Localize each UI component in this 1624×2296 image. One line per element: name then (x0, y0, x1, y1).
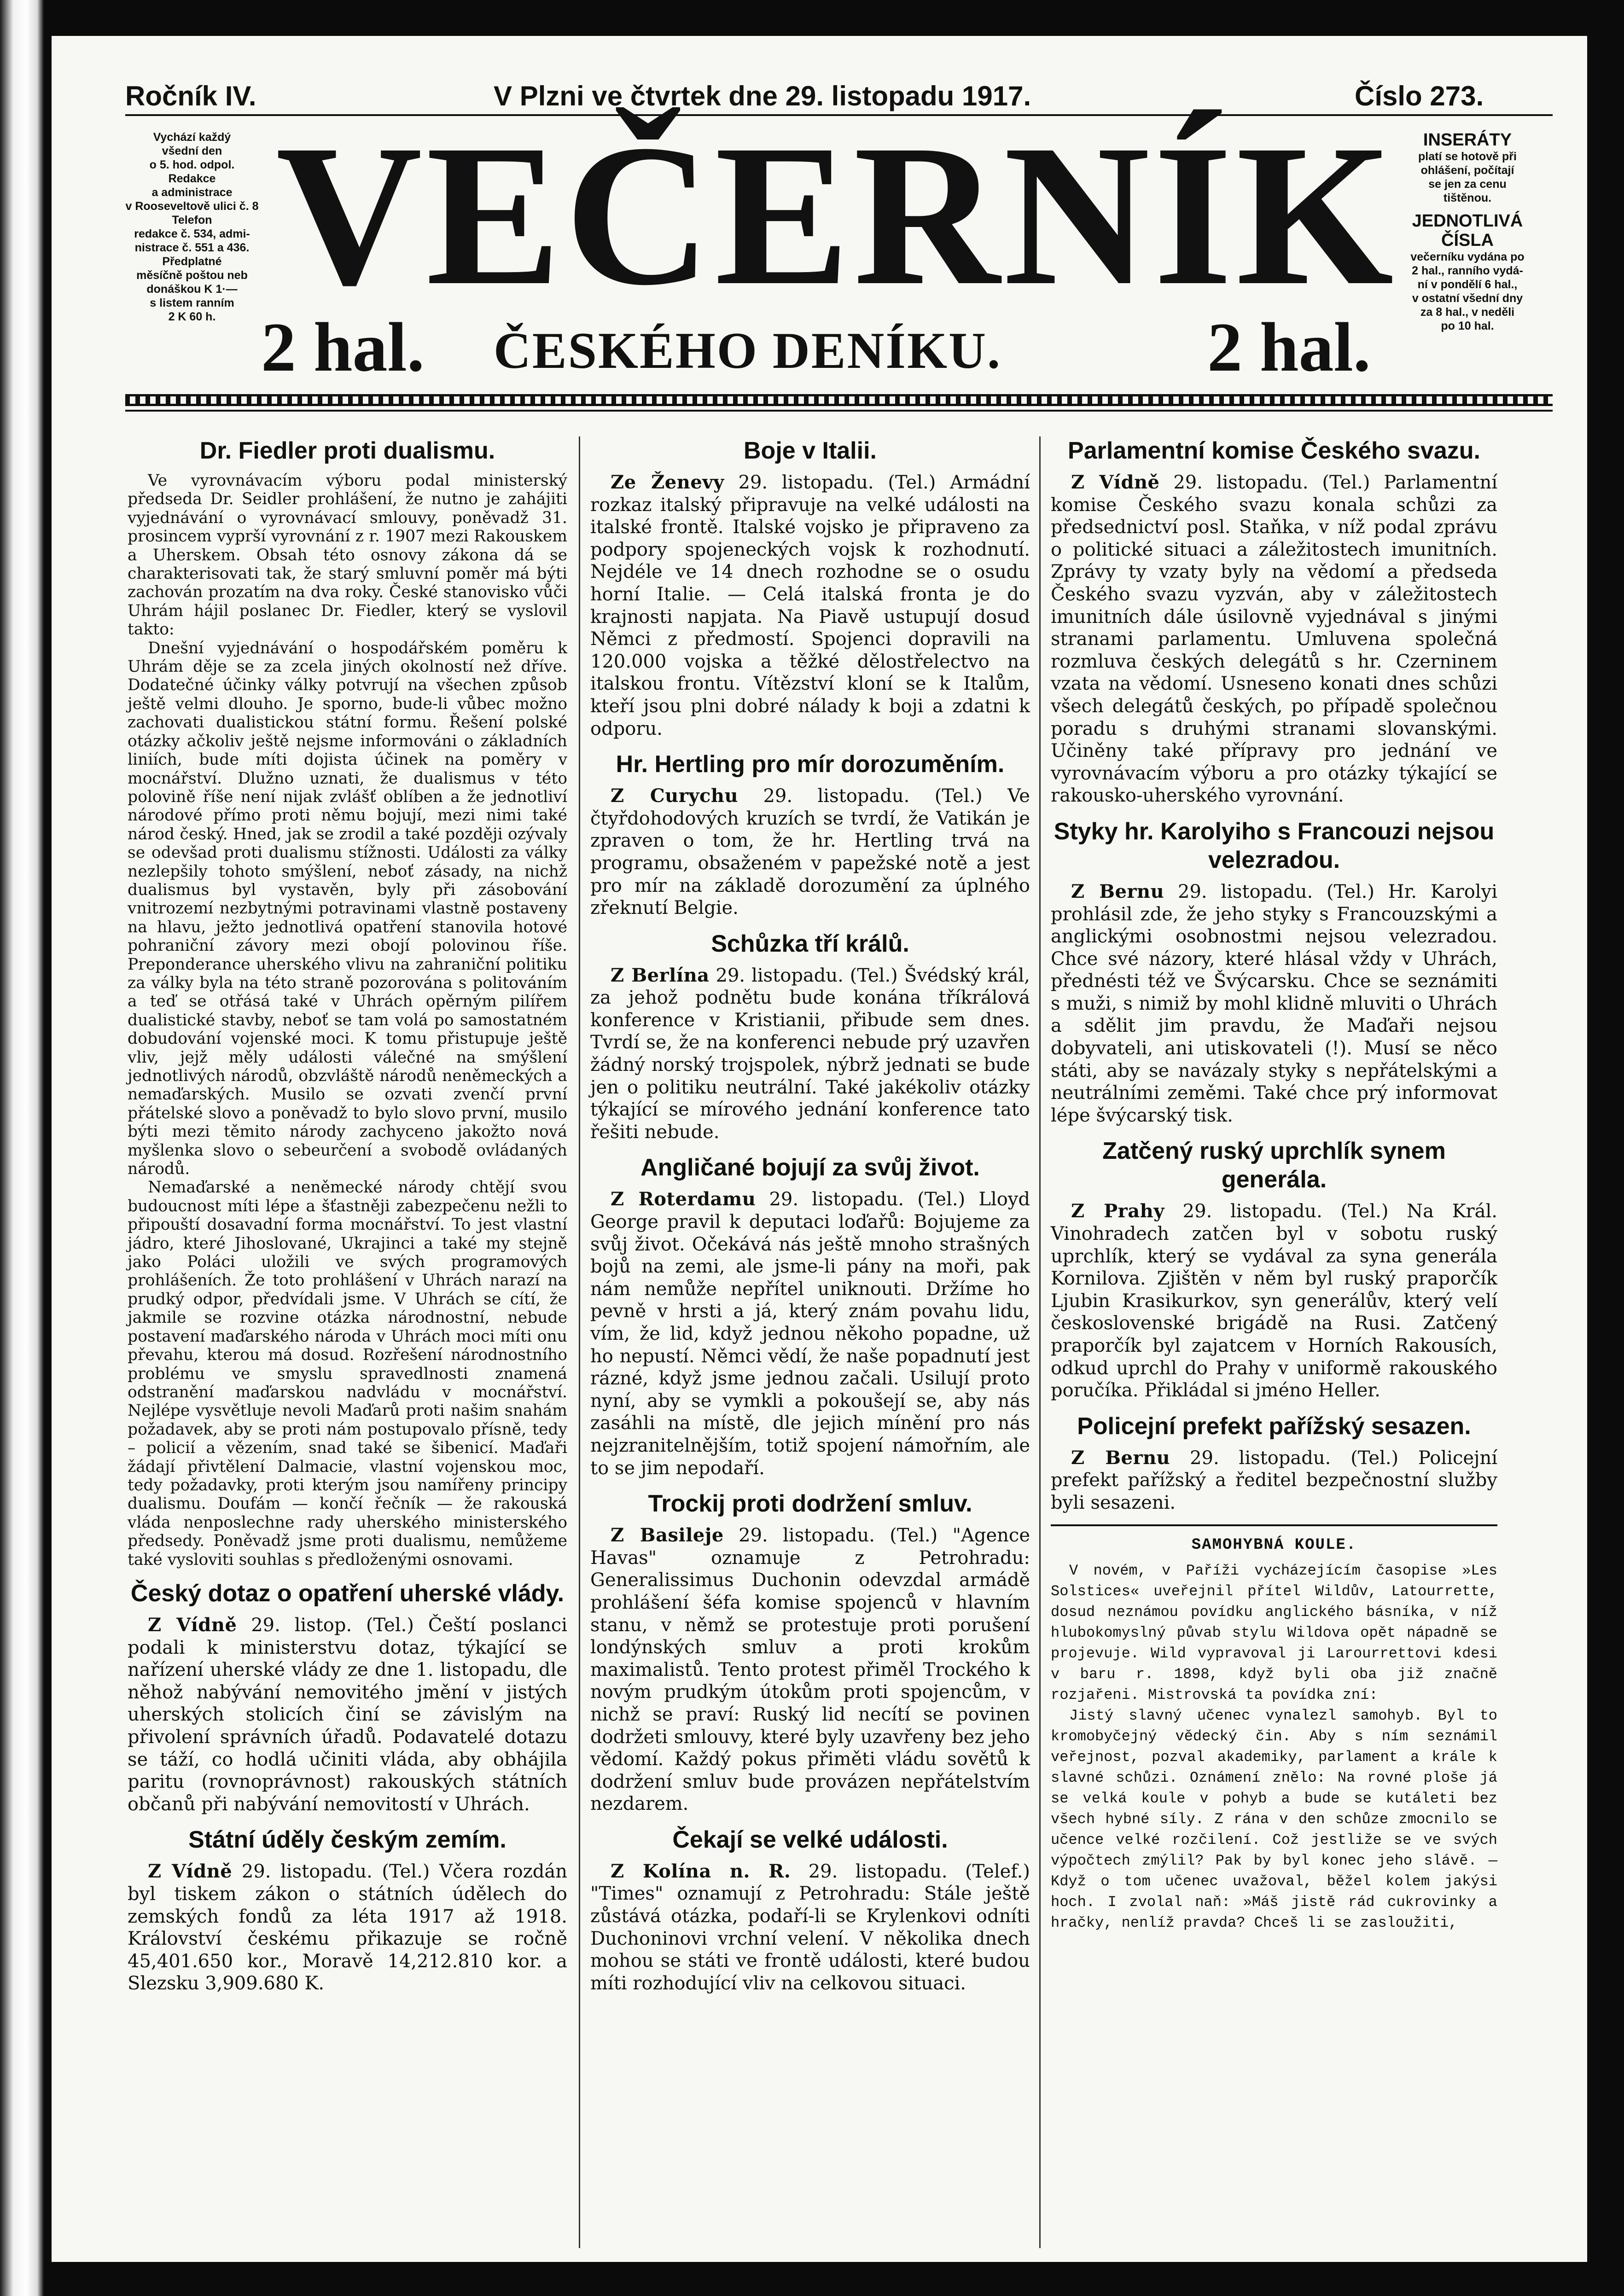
section-rule (1051, 1524, 1497, 1526)
headline: Boje v Italii. (744, 437, 877, 464)
article-italie (590, 436, 1030, 740)
dateline-place: Z Roterdamu (611, 1188, 756, 1210)
spacer (1373, 205, 1562, 211)
info-line: donáškou K 1·— (146, 283, 238, 296)
info-line: v ostatní všední dny (1412, 292, 1523, 305)
article-text (1051, 1447, 1497, 1514)
headline: Schůzka tří králů. (711, 930, 909, 957)
info-line: se jen za cenu (1428, 178, 1507, 191)
masthead-title: VEČERNÍK (276, 103, 1397, 327)
info-line: 2 K 60 h. (168, 310, 216, 323)
feuilleton-title: SAMOHYBNÁ KOULE. (1191, 1536, 1357, 1554)
article-anglicane (590, 1153, 1030, 1479)
article-text: Dnešní vyjednávání o hospodářském poměru k Uhrám děje se za zcela jiných okolností než dříve. Dodatečné účinky války potvrují na všechen způsob ještě velmi dlouho. Je sporno, bude-li vůbec možno zachovati dualistickou státní formu. Řešení polské otázky ačkoliv ještě nejsme informováni o základních liniích, bude míti dojista účinek na poměry v mocnářství. Dlužno uznati, že dualismus v této polovině říše není nijak zvlášť oblíben a že jednotliví národové přímo proti němu bojují, mezi nimi také národ český. Hned, jak se zrodil a také později ozývaly se odevšad proti dualismu stížnosti. Události za války nezlepšily tohoto smýšlení, neboť zásady, na nichž dualismus byl vystavěn, byly při zásobování vnitrozemí nezbytnými potravinami vlastně postaveny na hlavu, ježto jednotlivá opatření stanovila hotové pohraniční závory mezi obojí polovinou říše. Preponderance uherského vlivu na zahraniční politiku za války byla na této straně pozorována s politováním a teď se otřásá také v Uhrách opěrným pilířem dualistické stavby, neboť se tam volá po samostatném dobudování vojenské moci. K tomu přistupuje ještě vliv, jejž měly události válečné na smýšlení jednotlivých národů, obzvláště národů neněmeckých a nemaďarských. Musilo se ozvati zvenčí první přátelské slovo a poněvadž to bylo slovo první, musilo býti mezi těmito národy zachyceno jakožto nová myšlenka slovo o sebeurčení a svobodě ovládaných národů. (128, 639, 567, 1179)
masthead-subtitle: ČESKÉHO DENÍKU. (494, 322, 1001, 379)
dateline-place: Z Curychu (611, 785, 739, 807)
publication-info (121, 130, 263, 324)
article-body: 29. listopadu. (Tel.) "Agence Havas" oznamuje z Petrohradu: Generalissimus Duchonin odevzdal armádě prohlášení šéfa komise spojenců v hlavním stanu, v němž se protestuje proti porušení londýnských smluv a proti krokům maximalistů. Tento protest přiměl Trockého k novým prudkým útokům proti spojencům, v nichž se praví: Ruský lid necítí se povinen dodržeti smlouvy, které byly uzavřeny bez jeho vědomí. Každý pokus přiměti vládu sovětů k dodržení smluv bude provázen nepřátelstvím nezdarem. (590, 1525, 1030, 1815)
info-line: tištěnou. (1443, 192, 1492, 204)
info-line: o 5. hod. odpol. (149, 158, 235, 171)
article-text (590, 1524, 1030, 1815)
info-line: nistrace č. 551 a 436. (134, 241, 250, 254)
dateline-place: Z Bernu (1071, 1447, 1170, 1469)
column-1 (128, 436, 567, 2244)
article-udely (128, 1825, 567, 1995)
article-dotaz (128, 1579, 567, 1815)
article-body: 29. listopadu. (Tel.) Parlamentní komise Českého svazu konala schůzi za předsednictví posl. Staňka, v níž podal zprávu o politické situaci a záležitostech imunitních. Zprávy ty vzaty byly na vědomí a předseda Českého svazu vyzván, aby v záležitostech imunitních dále úsilovně vyjednával s jinými stranami parlamentu. Umluvena společná rozmluva českých delegátů s hr. Czerninem vzata na vědomí. Usneseno konati dnes schůzi všech delegátů českých, po případě společnou poradu s druhými stranami slovanskými. Učiněny také přípravy pro jednání ve vyrovnávacím výboru a pro otázky týkající se rakousko-uherského vyrovnání. (1051, 472, 1497, 807)
article-fiedler (128, 436, 567, 1569)
headline: Dr. Fiedler proti dualismu. (199, 437, 495, 464)
advertising-info (1373, 130, 1562, 333)
article-prefekt (1051, 1412, 1497, 1514)
cisla-heading: ČÍSLA (1441, 231, 1494, 250)
article-text (590, 785, 1030, 919)
info-line: platí se hotově při (1418, 150, 1517, 163)
inseraty-heading: INSERÁTY (1423, 130, 1512, 150)
headline: Čekají se velké události. (672, 1826, 948, 1853)
article-hertling (590, 750, 1030, 919)
article-body: 29. listopadu. (Tel.) Švédský král, za jehož podnětu bude konána tříkrálová konference v Kristianii, přibude sem dnes. Tvrdí se, že na konferenci nebude prý uzavřen žádný norský trojspolek, nýbrž jednati se bude jen o politiku neutrální. Také jakékoliv otázky týkající se mírového jednání konference tato řešiti nebude. (590, 965, 1030, 1143)
dateline-place: Z Berlína (611, 964, 710, 986)
feuilleton-text: Jistý slavný učenec vynalezl samohyb. Byl to kromobyčejný vědecký čin. Aby s ním seznámil veřejnost, pozval akademiky, parlament a krále k slavné schůzi. Oznámení znělo: Na rovné ploše já se velká koule v pohyb a bude se kutáleti bez všech hybné síly. Z rána v den schůze zmocnilo se učence velké rozčilení. Což jestliže se ve svých výpočtech zmýlil? Pak by byl konec jeho slávě. — Když o tom učenec uvažoval, běžel kolem jakýsi hoch. I zvolal naň: »Máš jistě rád cukrovinky a hračky, nenlíž pravda? Chceš li se zasloužiti, (1051, 1707, 1497, 1931)
article-karolyi (1051, 817, 1497, 1127)
feuilleton-text: V novém, v Paříži vycházejícím časopise »Les Solstices« uveřejnil přítel Wildův, Latourrette, dosud neznámou povídku anglického básníka, v níž hlubokomyslný půvab stylu Wildova opět nápadně se projevuje. Wild vypravoval ji Larourrettovi kdesi v baru r. 1898, když byli oba již značně rozjařeni. Mistrovská ta povídka zní: (1051, 1562, 1497, 1703)
dateline-place: Z Vídně (148, 1860, 233, 1883)
column-separator (1039, 436, 1041, 2248)
info-line: Telefon (172, 214, 212, 227)
article-body: 29. listopadu. (Tel.) Ve čtyřdohodových kruzích se tvrdí, že Vatikán je zpraven o tom, že hr. Hertling trvá na programu, obsaženém v papežské notě a jest pro mír na základě dorozumění za úplného zřeknutí Belgie. (590, 785, 1030, 919)
newspaper-page (52, 36, 1587, 2262)
info-line: v Rooseveltově ulici č. 8 (125, 200, 259, 213)
info-line: za 8 hal., v neděli (1420, 306, 1515, 319)
article-text (590, 471, 1030, 740)
article-body: 29. listopadu. (Tel.) Včera rozdán byl tiskem zákon o státních údělech do zemských fondů za léta 1917 až 1918. Království českému přikazuje se ročně 45,401.650 kor., Moravě 14,212.810 kor. a Slezsku 3,909.680 K. (128, 1861, 567, 1994)
headline: Český dotaz o opatření uherské vlády. (130, 1580, 565, 1607)
price-right: 2 hal. (1207, 308, 1371, 386)
article-text (590, 1188, 1030, 1479)
feuilleton-samohybna-koule (1051, 1536, 1497, 1933)
article-body: 29. listopadu. (Tel.) Na Král. Vinohradech zatčen byl v sobotu ruský uprchlík, který se vydával za syna generála Kornilova. Zjištěn v něm byl ruský praporčík Ljubin Krasikurkov, syn generálův, který velí československé brigádě na Rusi. Zatčený praporčík byl zajatcem v Horních Rakousích, odkud uprchl do Prahy v uniformě rakouského poručíka. Přikládal si jméno Heller. (1051, 1201, 1497, 1401)
article-text (590, 965, 1030, 1144)
info-line: Redakce (168, 172, 216, 185)
info-line: s listem ranním (150, 296, 234, 309)
column-separator (579, 436, 580, 2248)
issue-number: Číslo 273. (1355, 81, 1484, 111)
dateline-place: Z Kolína n. R. (611, 1860, 791, 1882)
article-trockij (590, 1489, 1030, 1815)
article-body: 29. listopadu. (Tel.) Lloyd George pravil k deputaci loďařů: Bojujeme za svůj život. Očekává nás ještě mnoho strašných bojů na zemi, ale jsme-li pány na moři, pak nám nemůže nepřítel uniknouti. Držíme ho pevně v hrsti a já, který znám povahu lidu, vím, že lid, když jednou někoho popadne, už ho nepustí. Němci vědí, že naše popadnutí jest rázné, když jsme jednou začali. Usilují proto nyní, aby se vymkli a pokoušejí se, aby nás zasáhli na místě, dle jejich mínění pro nás nejzranitelnějším, totiž spojení námořním, ale to se jim nepodaří. (590, 1189, 1030, 1479)
info-line: Předplatné (162, 255, 222, 268)
dateline: V Plzni ve čtvrtek dne 29. listopadu 1917. (494, 81, 1031, 111)
article-text: Nemaďarské a neněmecké národy chtějí svou budoucnost míti lépe a šťastněji zabezpečenu nežli to připouští dosavadní forma mocnářství. To jest vlastní jádro, které Jihoslované, Ukrajinci a také my stejně jako Poláci uložili ve svých programových prohlášeních. Že toto prohlášení v Uhrách narazí na prudký odpor, předvídali jsme. V Uhrách se cítí, že jakmile se rozvine otázka národnostní, nebude postavení maďarského národa v Uhrách moci míti onu převahu, kterou má dosud. Rozřešení národnostního problému ve smyslu spravedlnosti znamená odstranění maďarskou nadvládu v mocnářství. Nejlépe vysvětluje nevoli Maďarů proti našim snahám požadavek, aby se proti nám postupovalo přísně, tedy – policií a vězením, snad také se šibenicí. Maďaři žádají přivtělení Dalmacie, vlastní vojenskou moc, tedy požadavky, proti kterým jsou namířeny principy dualismu. Doufám — končí řečník — že rakouská vláda nenposlechne rady uherského ministerského předsedy. Poněvadž jsme proti dualismu, nemůžeme také vysloviti souhlas s předloženými osnovami. (128, 1178, 567, 1569)
article-uprchlik (1051, 1137, 1497, 1401)
headline: Parlamentní komise Českého svazu. (1068, 437, 1480, 464)
headline: Zatčený ruský uprchlík synem generála. (1102, 1138, 1446, 1193)
article-text (1051, 471, 1497, 807)
header-bottom-rule (125, 410, 1553, 412)
column-3 (1051, 436, 1497, 2244)
info-line: měsíčně poštou neb (136, 269, 248, 282)
column-2 (590, 436, 1030, 2244)
article-text: Ve vyrovnávacím výboru podal ministerský předseda Dr. Seidler prohlášení, že nutno je zahájiti vyjednávání o vyrovnávací smlouvy, poněvadž 31. prosincem vyprší vyrovnání z r. 1907 mezi Rakouskem a Uherskem. Obsah této osnovy zákona dá se charakterisovati tak, že starý smluvní poměr má býti zachován prozatím na dva roky. České stanovisko vůči Uhrám hájil poslanec Dr. Fiedler, který se vyslovil takto: (128, 471, 567, 639)
headline: Angličané bojují za svůj život. (640, 1154, 980, 1181)
headline: Policejní prefekt pařížský sesazen. (1077, 1412, 1471, 1440)
article-komise (1051, 436, 1497, 807)
article-text (1051, 1200, 1497, 1401)
article-text (128, 1614, 567, 1815)
dateline-place: Z Vídně (1071, 471, 1160, 493)
article-body: 29. listopadu. (Tel.) Policejní prefekt pařížský a ředitel bezpečnostní služby byli sesazeni. (1051, 1447, 1497, 1513)
article-text (128, 1860, 567, 1995)
page-edge-shadow (0, 0, 44, 2296)
volume-label: Ročník IV. (125, 81, 256, 111)
dateline-place: Z Prahy (1071, 1200, 1164, 1222)
article-kralu (590, 930, 1030, 1144)
article-body: 29. listop. (Tel.) Čeští poslanci podali k ministerstvu dotaz, týkající se nařízení uherské vlády ze dne 1. listopadu, dle něhož nabývání nemovitého jmění v jistých uherských stolicích činí se závislým na přivolení správních úřadů. Podavatelé dotazu se táží, co hodlá učiniti vláda, aby obhájila paritu (rovnoprávnost) rakouských státních občanů při nabývání nemovitostí v Uhrách. (128, 1614, 568, 1815)
info-line: ohlášení, počítají (1420, 164, 1514, 177)
article-body: 29. listopadu. (Telef.) "Times" oznamují z Petrohradu: Stále ještě zůstává otázka, podaří-li se Krylenkovi odníti Duchoninovi vrchní velení. V několika dnech mohou se státi ve frontě události, které budou míti rozhodující vliv na celkovou situaci. (590, 1860, 1030, 1994)
info-line: po 10 hal. (1441, 320, 1494, 332)
dateline-place: Z Basileje (611, 1524, 724, 1546)
article-text (590, 1860, 1030, 1995)
article-udalosti (590, 1825, 1030, 1995)
info-line: ní v pondělí 6 hal., (1417, 278, 1518, 291)
info-line: všední den (162, 145, 222, 157)
headline: Státní úděly českým zemím. (188, 1826, 506, 1854)
dateline-place: Ze Ženevy (611, 471, 724, 493)
article-body: 29. listopadu. (Tel.) Hr. Karolyi prohlásil zde, že jeho styky s Francouzskými a anglickými osobnostmi nejsou velezradou. Chce své názory, které hlásal vždy v Uhrách, přednésti též ve Švýcarsku. Chce se seznámiti s muži, s nimiž by mohl klidně mluviti o Uhrách a sdělit jim pravdu, že Maďaři nejsou dobyvateli, ani utiskovateli (!). Musí se něco státi, aby se navázaly styky s nepřátelskými a neutrálními zeměmi. Také chce prý informovat lépe švýcarský tisk. (1051, 881, 1497, 1126)
ornamental-rule (125, 394, 1553, 406)
jednotliva-heading: JEDNOTLIVÁ (1412, 211, 1523, 231)
headline: Hr. Hertling pro mír dorozuměním. (616, 751, 1005, 778)
article-text (1051, 881, 1497, 1127)
headline: Trockij proti dodržení smluv. (648, 1490, 972, 1517)
headline: Styky hr. Karolyiho s Francouzi nejsou velezradou. (1054, 818, 1495, 873)
dateline-place: Z Bernu (1071, 880, 1164, 902)
info-line: Vychází každý (153, 131, 231, 144)
price-left: 2 hal. (261, 308, 425, 386)
info-line: 2 hal., ranního vydá- (1412, 264, 1523, 277)
article-body: 29. listopadu. (Tel.) Armádní rozkaz italský připravuje na velké události na italské frontě. Italské vojsko je připraveno za podpory spojeneckých vojsk k rozhodnutí. Nejdéle ve 14 dnech rozhodne se o osudu horní Italie. — Celá italská fronta je do krajnosti napjata. Na Piavě ustupují dosud Němci z předmostí. Spojenci dopravili na 120.000 vojska a těžké dělostřelectvo na italskou frontu. Vítězství kloní se k Italům, kteří jsou plni dobré nálady k boji a zdatni k odporu. (590, 472, 1030, 739)
info-line: večerníku vydána po (1410, 250, 1525, 263)
dateline-place: Z Vídně (148, 1614, 237, 1636)
info-line: redakce č. 534, admi- (134, 227, 250, 240)
info-line: a administrace (151, 186, 233, 199)
